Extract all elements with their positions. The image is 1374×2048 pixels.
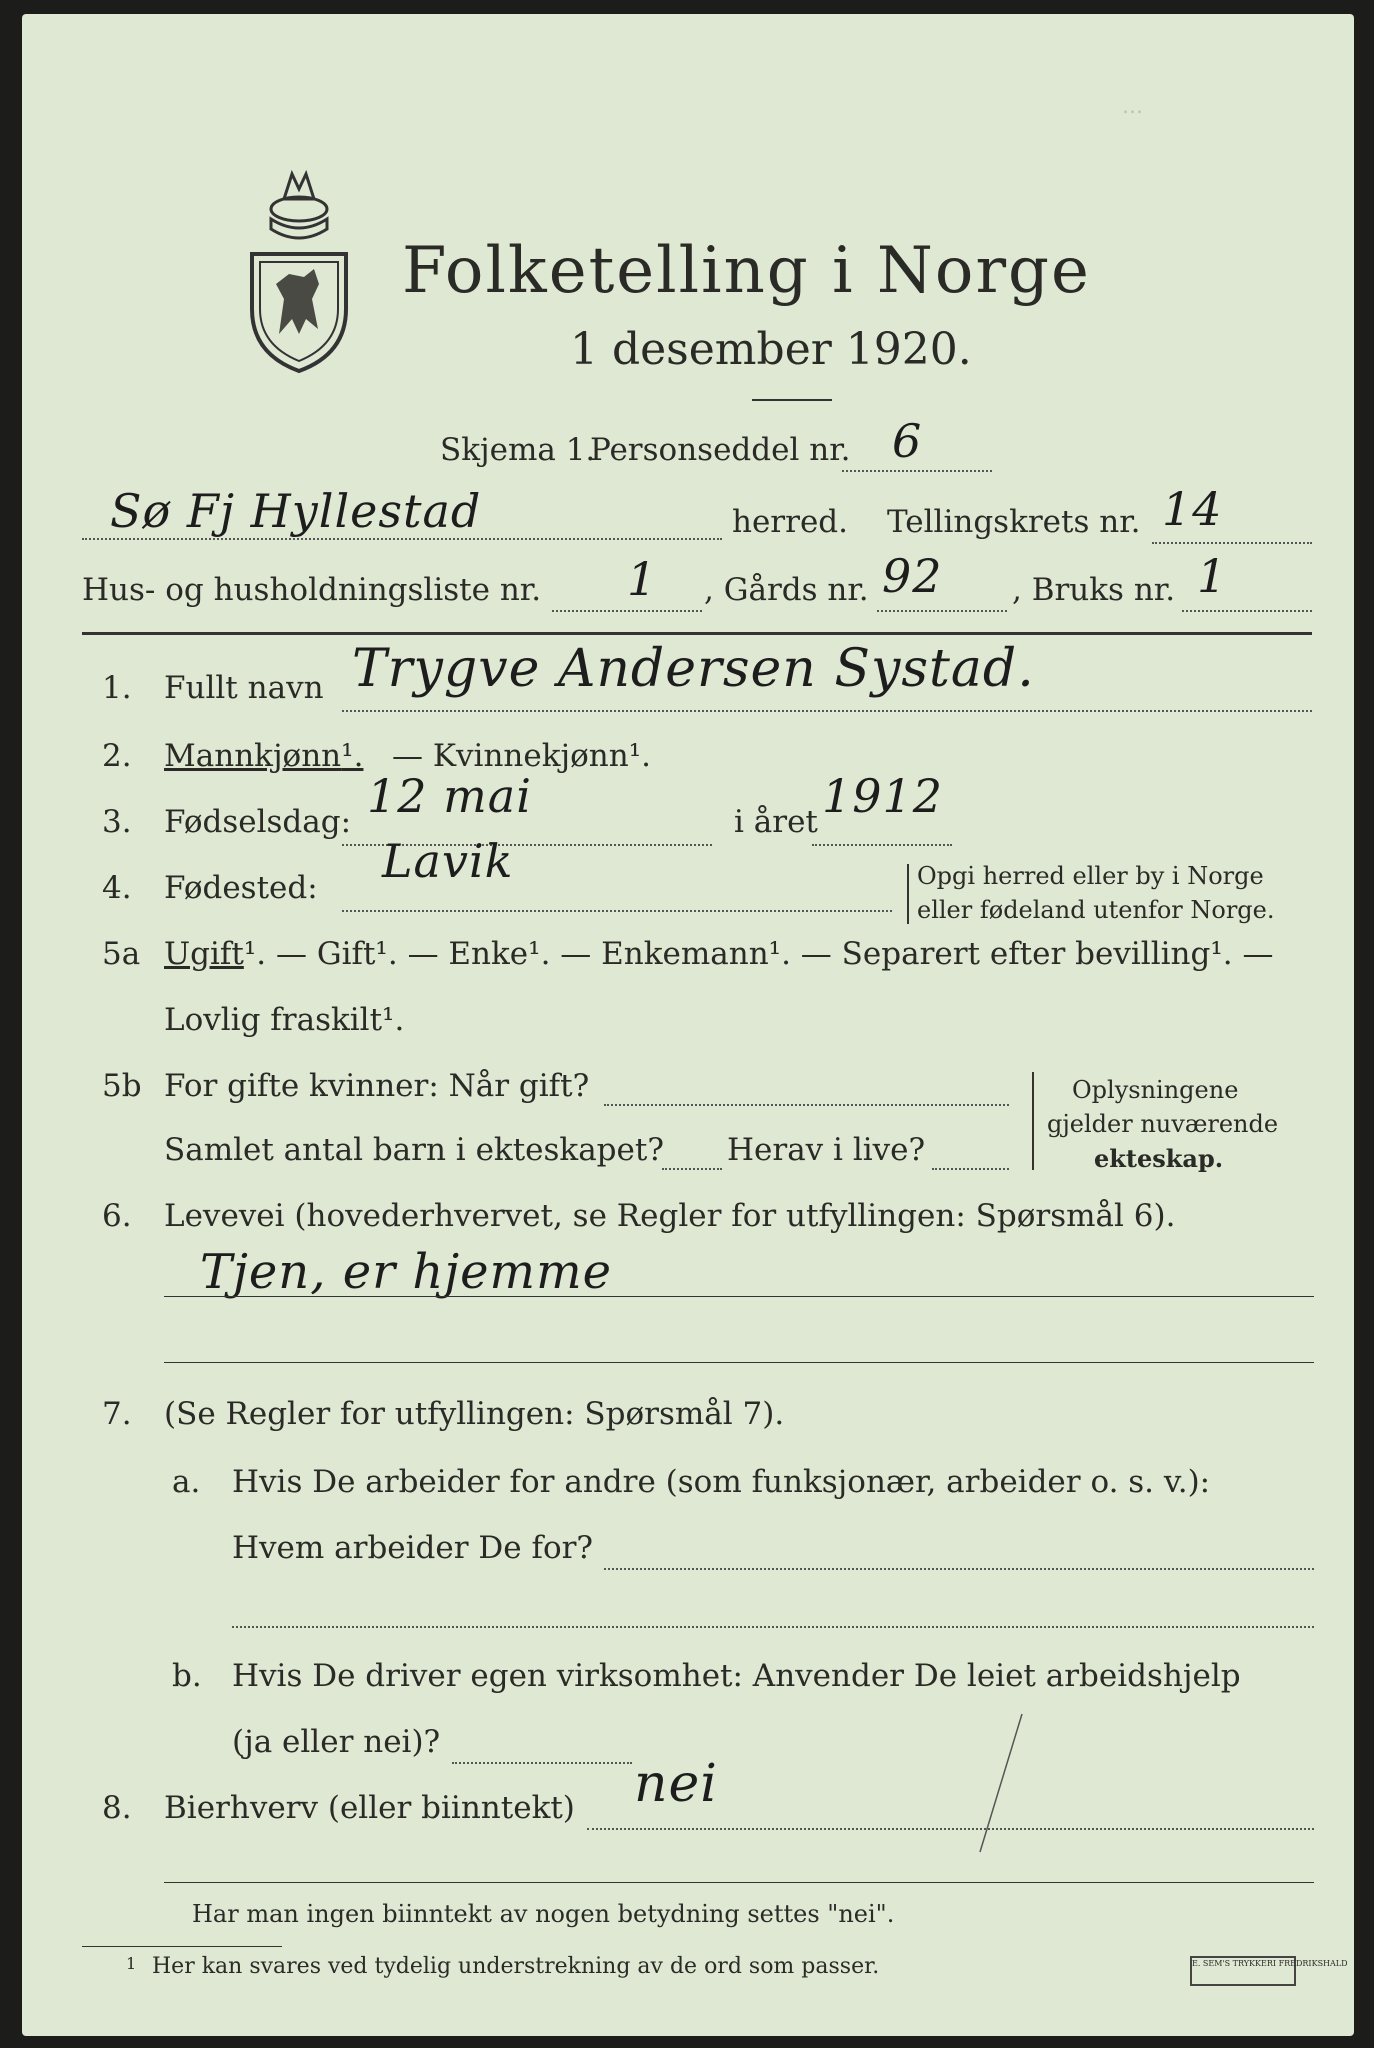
personseddel-line xyxy=(842,470,992,472)
husliste-value[interactable]: 1 xyxy=(627,552,658,606)
census-date: 1 desember 1920. xyxy=(570,324,972,375)
q4-line xyxy=(342,910,892,912)
q3-number: 3. xyxy=(102,804,132,840)
q7-label: (Se Regler for utfyllingen: Spørsmål 7). xyxy=(164,1396,785,1432)
q7a-letter: a. xyxy=(172,1464,201,1500)
footnote-text: Her kan svares ved tydelig understrekning av de ord som passer. xyxy=(152,1954,880,1979)
bruks-label: , Bruks nr. xyxy=(1012,572,1176,608)
q5b-number: 5b xyxy=(102,1068,142,1104)
census-form xyxy=(22,14,1354,2036)
q7a-answer-line2 xyxy=(232,1626,1314,1628)
q5b-children-label: Samlet antal barn i ekteskapet? xyxy=(164,1132,664,1168)
printer-stamp xyxy=(1190,1956,1348,1986)
q7b-letter: b. xyxy=(172,1658,202,1694)
q3-year-label: i året xyxy=(734,804,818,840)
q7b-answer-line xyxy=(452,1762,632,1764)
q5b-note-line2: gjelder nuværende xyxy=(1047,1110,1279,1138)
footer-note: Har man ingen biinntekt av nogen betydning settes "nei". xyxy=(192,1900,895,1928)
gards-value[interactable]: 92 xyxy=(882,549,943,603)
husliste-label: Hus- og husholdningsliste nr. xyxy=(82,572,542,608)
q7a-answer-line1 xyxy=(604,1568,1314,1570)
q5b-married-line xyxy=(604,1104,1009,1106)
q3-day-value[interactable]: 12 mai xyxy=(367,769,532,823)
q5a-options: Ugift¹. — Gift¹. — Enke¹. — Enkemann¹. — Separert efter bevilling¹. — xyxy=(164,936,1274,972)
gards-label: , Gårds nr. xyxy=(704,572,869,608)
q6-value[interactable]: Tjen, er hjemme xyxy=(200,1244,612,1300)
q6-line1 xyxy=(164,1296,1314,1297)
title-divider xyxy=(752,399,832,401)
q5a-number: 5a xyxy=(102,936,141,972)
q4-label: Fødested: xyxy=(164,870,318,906)
printer-stamp-text: E. SEM'S TRYKKERI FREDRIKSHALD xyxy=(1192,1959,1348,1968)
q1-label: Fullt navn xyxy=(164,670,324,706)
pencil-stroke xyxy=(972,1714,1032,1854)
bruks-value[interactable]: 1 xyxy=(1197,549,1228,603)
header-divider xyxy=(82,632,1312,635)
q4-number: 4. xyxy=(102,870,132,906)
q5a-ugift-option[interactable]: Ugift xyxy=(164,936,244,972)
personseddel-value[interactable]: 6 xyxy=(892,414,923,468)
q7-number: 7. xyxy=(102,1396,132,1432)
q4-note-line2: eller fødeland utenfor Norge. xyxy=(917,896,1275,924)
footnote-divider xyxy=(82,1946,282,1947)
q7b-line2: (ja eller nei)? xyxy=(232,1724,441,1760)
q7a-line1: Hvis De arbeider for andre (som funksjonær, arbeider o. s. v.): xyxy=(232,1464,1211,1500)
q4-note-line1: Opgi herred eller by i Norge xyxy=(917,862,1264,890)
q8-line2 xyxy=(164,1882,1314,1883)
form-title: Folketelling i Norge xyxy=(402,234,1091,308)
q5b-line1: For gifte kvinner: Når gift? xyxy=(164,1068,590,1104)
q1-value[interactable]: Trygve Andersen Systad. xyxy=(352,639,1035,699)
bleed-through: ... xyxy=(1122,94,1143,119)
q5b-note-line1: Oplysningene xyxy=(1072,1076,1239,1104)
q4-value[interactable]: Lavik xyxy=(382,834,514,888)
q1-number: 1. xyxy=(102,670,132,706)
q6-line2 xyxy=(164,1362,1314,1363)
q5b-alive-line xyxy=(932,1168,1009,1170)
q5b-children-line xyxy=(662,1168,722,1170)
q5b-note-line3: ekteskap. xyxy=(1094,1144,1224,1173)
tellingskrets-value[interactable]: 14 xyxy=(1162,482,1223,536)
q3-year-value[interactable]: 1912 xyxy=(822,769,944,823)
q2-female-text: — Kvinnekjønn xyxy=(392,738,629,774)
q2-female-option[interactable]: — Kvinnekjønn¹. xyxy=(392,738,651,774)
q2-male-option[interactable]: Mannkjønn¹. xyxy=(164,738,364,774)
herred-line xyxy=(82,538,722,540)
q5a-other-options[interactable]: — Gift¹. — Enke¹. — Enkemann¹. — Separert efter bevilling¹. — xyxy=(275,936,1274,972)
q1-line xyxy=(342,710,1312,712)
q8-line xyxy=(587,1828,1314,1830)
q7a-line2: Hvem arbeider De for? xyxy=(232,1530,594,1566)
gards-line xyxy=(877,610,1007,612)
tellingskrets-line xyxy=(1152,542,1312,544)
q8-label: Bierhverv (eller biinntekt) xyxy=(164,1790,575,1826)
q2-number: 2. xyxy=(102,738,132,774)
q4-note-bracket xyxy=(907,864,909,924)
footnote-mark: 1 xyxy=(126,1954,137,1973)
q7b-line1: Hvis De driver egen virksomhet: Anvender De leiet arbeidshjelp xyxy=(232,1658,1241,1694)
q8-number: 8. xyxy=(102,1790,132,1826)
q3-label: Fødselsdag: xyxy=(164,804,352,840)
q5b-note-bracket xyxy=(1032,1072,1034,1170)
husliste-line xyxy=(552,610,702,612)
norway-lion-crest-icon xyxy=(244,159,354,374)
personseddel-label: Personseddel nr. xyxy=(590,432,851,468)
q5a-line2[interactable]: Lovlig fraskilt¹. xyxy=(164,1002,405,1038)
q3-year-line xyxy=(812,844,952,846)
bruks-line xyxy=(1182,610,1312,612)
tellingskrets-label: Tellingskrets nr. xyxy=(887,504,1141,540)
skjema-label: Skjema 1. xyxy=(440,432,596,468)
q2-male-text: Mannkjønn xyxy=(164,738,342,774)
q6-number: 6. xyxy=(102,1198,132,1234)
q8-value[interactable]: nei xyxy=(634,1754,718,1814)
herred-label: herred. xyxy=(732,504,848,540)
herred-value[interactable]: Sø Fj Hyllestad xyxy=(110,484,482,538)
q6-label: Levevei (hovederhvervet, se Regler for utfyllingen: Spørsmål 6). xyxy=(164,1198,1176,1234)
q5b-alive-label: Herav i live? xyxy=(727,1132,926,1168)
